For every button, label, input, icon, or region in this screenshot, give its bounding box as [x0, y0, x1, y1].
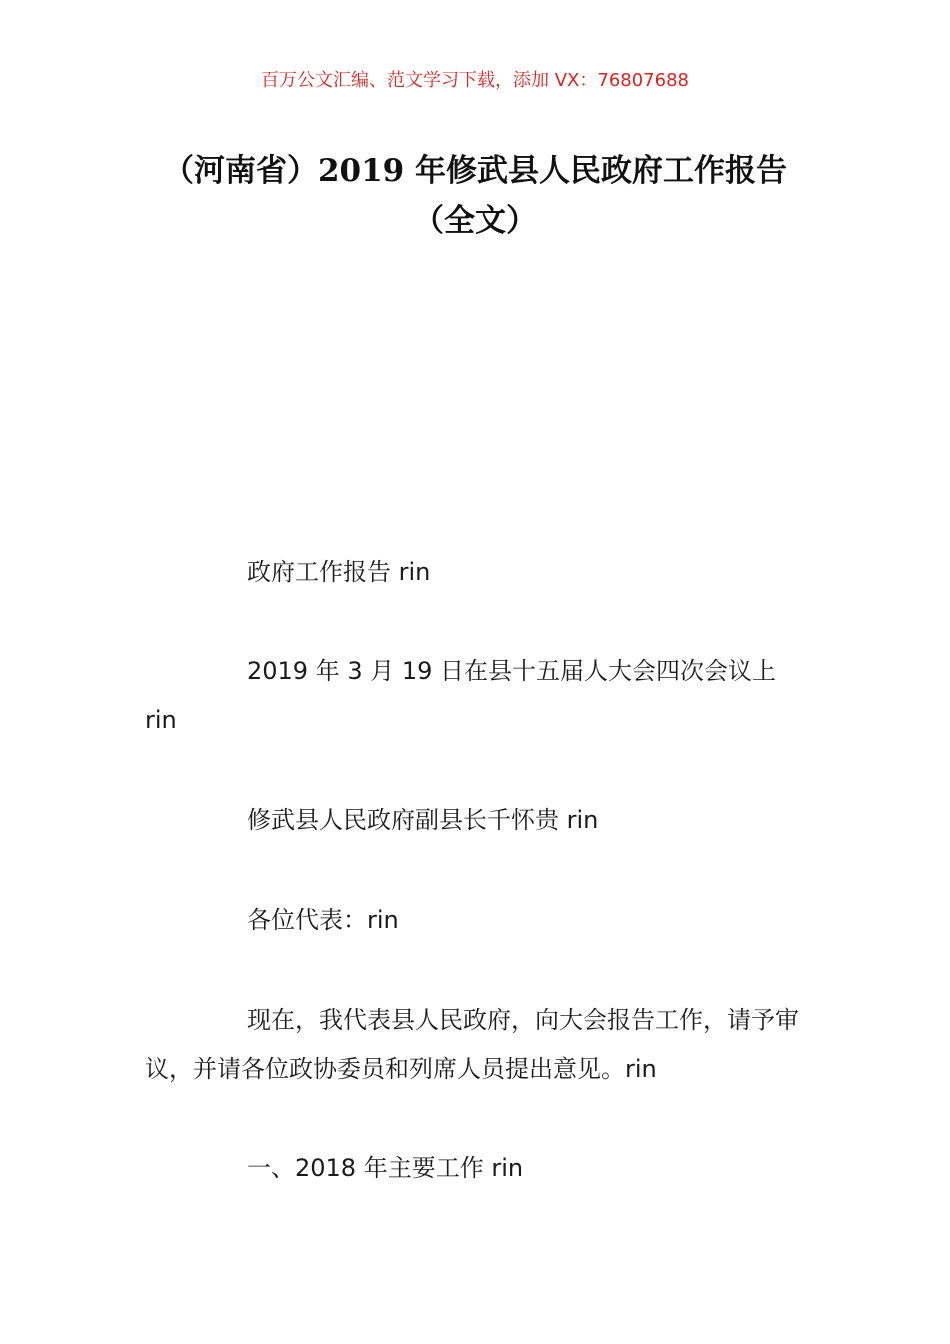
- section-heading-2018-work: 一、2018 年主要工作 rin: [247, 1154, 524, 1182]
- document-title: （河南省）2019 年修武县人民政府工作报告（全文）: [162, 153, 788, 239]
- paragraph-presenter: 修武县人民政府副县长千怀贵 rin: [247, 806, 599, 834]
- paragraph-opening: 现在，我代表县人民政府，向大会报告工作，请予审议，并请各位政协委员和列席人员提出意见。rin: [145, 1006, 799, 1083]
- paragraph-meeting-date: 2019 年 3 月 19 日在县十五届人大会四次会议上 rin: [145, 657, 777, 734]
- paragraph-salutation: 各位代表：rin: [247, 906, 399, 934]
- paragraph-report-heading: 政府工作报告 rin: [247, 558, 431, 586]
- header-advert-note: 百万公文汇编、范文学习下载，添加 VX：76807688: [261, 70, 689, 91]
